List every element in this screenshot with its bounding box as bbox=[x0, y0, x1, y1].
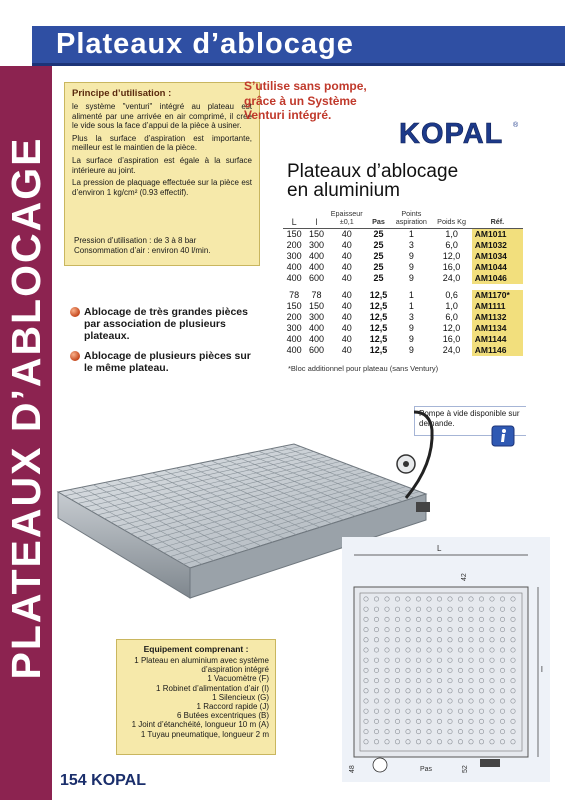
cell-L: 300 bbox=[286, 323, 302, 333]
cell-L: 200 bbox=[286, 312, 302, 322]
cell-L: 150 bbox=[286, 301, 302, 311]
equipment-item: 1 Silencieux (G) bbox=[212, 692, 269, 702]
table-row bbox=[283, 323, 523, 334]
bullet-dot-icon bbox=[70, 307, 80, 317]
cell-l: 400 bbox=[309, 262, 325, 272]
cell-pas: 12,5 bbox=[369, 301, 388, 311]
pressure-text: Pression d’utilisation : de 3 à 8 bar bbox=[74, 236, 197, 245]
bullet-text: Ablocage de très grandes pièces par association de plusieurs plateaux. bbox=[84, 306, 248, 342]
cell-thickness: 40 bbox=[341, 323, 352, 333]
cell-l: 78 bbox=[311, 290, 322, 300]
cell-ref: AM1044 bbox=[472, 262, 523, 273]
equipment-item: 1 Raccord rapide (J) bbox=[196, 702, 269, 712]
cell-weight: 12,0 bbox=[442, 251, 461, 261]
cell-thickness: 40 bbox=[341, 301, 352, 311]
table-row bbox=[283, 290, 523, 301]
cell-ref: AM1034 bbox=[472, 251, 523, 262]
cell-l: 600 bbox=[309, 273, 325, 283]
drawing-dim-48: 48 bbox=[349, 765, 356, 773]
table-row bbox=[283, 301, 523, 312]
cell-thickness: 40 bbox=[341, 312, 352, 322]
table-footnote: *Bloc additionnel pour plateau (sans Ventury) bbox=[288, 364, 439, 373]
cell-points: 3 bbox=[408, 240, 414, 250]
equipment-item: 1 Joint d’étanchéité, longueur 10 m (A) bbox=[131, 720, 269, 730]
cell-ref: AM1011 bbox=[472, 229, 523, 241]
cell-ref: AM1170* bbox=[472, 290, 523, 301]
header-pas: Pas bbox=[372, 217, 385, 226]
cell-ref: AM1146 bbox=[472, 345, 523, 356]
equipment-item: 1 Plateau en aluminium avec système d’aspiration intégré bbox=[134, 656, 269, 675]
bullet-item bbox=[84, 350, 259, 374]
cell-pas: 25 bbox=[373, 240, 384, 250]
cell-thickness: 40 bbox=[341, 290, 352, 300]
cell-weight: 16,0 bbox=[442, 334, 461, 344]
equipment-box bbox=[116, 639, 276, 755]
principle-title: Principe d’utilisation : bbox=[72, 88, 172, 99]
table-header-row bbox=[283, 210, 523, 229]
cell-points: 9 bbox=[408, 251, 414, 261]
cell-l: 400 bbox=[309, 334, 325, 344]
equipment-item: 1 Tuyau pneumatique, longueur 2 m bbox=[140, 729, 269, 739]
cell-weight: 6,0 bbox=[445, 312, 458, 322]
cell-L: 400 bbox=[286, 262, 302, 272]
cell-thickness: 40 bbox=[341, 240, 352, 250]
table-body bbox=[283, 229, 523, 357]
info-icon bbox=[491, 425, 515, 447]
cell-l: 150 bbox=[305, 229, 327, 241]
drawing-dim-52: 52 bbox=[462, 765, 469, 773]
product-title-line: en aluminium bbox=[287, 180, 400, 201]
cell-l: 400 bbox=[309, 251, 325, 261]
cell-pas: 25 bbox=[373, 251, 384, 261]
table-row bbox=[283, 312, 523, 323]
page-title: Plateaux d’ablocage bbox=[56, 28, 354, 60]
cell-L: 300 bbox=[286, 251, 302, 261]
cell-L: 400 bbox=[286, 345, 302, 355]
usage-specs bbox=[74, 236, 254, 264]
cell-L: 400 bbox=[286, 273, 302, 283]
slogan bbox=[244, 79, 367, 123]
drawing-label-L: L bbox=[437, 544, 442, 553]
header-L: L bbox=[291, 217, 297, 227]
consumption-text: Consommation d’air : environ 40 l/min. bbox=[74, 246, 211, 255]
cell-points: 1 bbox=[391, 229, 431, 241]
cell-points: 9 bbox=[408, 262, 414, 272]
principle-paragraph: La pression de plaquage effectuée sur la pièce est d’environ 1 kg/cm² (0.93 effectif). bbox=[72, 178, 252, 197]
cell-l: 150 bbox=[309, 301, 325, 311]
table-row bbox=[283, 273, 523, 284]
cell-pas: 12,5 bbox=[369, 312, 388, 322]
drawing-label-l: l bbox=[541, 665, 543, 674]
equipment-item: 6 Butées excentriques (B) bbox=[176, 711, 269, 721]
cell-thickness: 40 bbox=[341, 251, 352, 261]
cell-points: 3 bbox=[408, 312, 414, 322]
table-row bbox=[283, 334, 523, 345]
cell-pas: 12,5 bbox=[369, 290, 388, 300]
page-footer bbox=[60, 772, 146, 790]
cell-weight: 24,0 bbox=[442, 273, 461, 283]
bullet-text: Ablocage de plusieurs pièces sur le même plateau. bbox=[84, 350, 251, 374]
slogan-line: Venturi intégré. bbox=[244, 108, 332, 122]
cell-ref: AM1046 bbox=[472, 273, 523, 284]
cell-weight: 16,0 bbox=[442, 262, 461, 272]
principle-paragraph: La surface d’aspiration est égale à la surface intérieure au joint. bbox=[72, 155, 252, 175]
header-thickness: Epaisseur ±0,1 bbox=[330, 209, 363, 226]
cell-weight: 12,0 bbox=[442, 323, 461, 333]
equipment-item: 1 Vacuomètre (F) bbox=[207, 674, 269, 684]
cell-thickness: 40 bbox=[341, 345, 352, 355]
cell-pas: 25 bbox=[373, 262, 384, 272]
cell-pas: 12,5 bbox=[369, 334, 388, 344]
cell-ref: AM1134 bbox=[472, 323, 523, 334]
side-title: PLATEAUX D’ABLOCAGE bbox=[3, 136, 49, 680]
cell-thickness: 40 bbox=[341, 334, 352, 344]
spec-table bbox=[283, 210, 523, 356]
header-points: Points aspiration bbox=[395, 209, 427, 226]
cell-ref: AM1144 bbox=[472, 334, 523, 345]
principle-paragraph: Plus la surface d’aspiration est importante, meilleur est le maintien de la pièce. bbox=[72, 133, 252, 153]
product-title-line: Plateaux d’ablocage bbox=[287, 161, 459, 182]
cell-points: 9 bbox=[408, 334, 414, 344]
cell-l: 400 bbox=[309, 323, 325, 333]
cell-points: 1 bbox=[408, 290, 414, 300]
header-weight: Poids Kg bbox=[437, 217, 466, 226]
technical-drawing bbox=[342, 537, 550, 782]
cell-ref: AM1032 bbox=[472, 240, 523, 251]
table-row bbox=[283, 240, 523, 251]
footer-brand: KOPAL bbox=[91, 772, 146, 789]
cell-weight: 24,0 bbox=[442, 345, 461, 355]
cell-pas: 12,5 bbox=[369, 323, 388, 333]
cell-points: 9 bbox=[408, 345, 414, 355]
cell-l: 600 bbox=[309, 345, 325, 355]
cell-weight: 1,0 bbox=[445, 301, 458, 311]
cell-pas: 25 bbox=[373, 273, 384, 283]
table-row bbox=[283, 229, 523, 241]
cell-thickness: 40 bbox=[328, 229, 366, 241]
cell-l: 300 bbox=[309, 240, 325, 250]
cell-L: 78 bbox=[289, 290, 300, 300]
table-row bbox=[283, 262, 523, 273]
cell-pas: 25 bbox=[366, 229, 392, 241]
equipment-item: 1 Robinet d’alimentation d’air (I) bbox=[156, 683, 269, 693]
bullet-item bbox=[84, 306, 259, 342]
kopal-logo bbox=[397, 116, 521, 148]
header-l: l bbox=[315, 217, 318, 227]
slogan-line: grâce à un Système bbox=[244, 93, 357, 108]
product-title bbox=[287, 162, 458, 200]
slogan-line: S’utilise sans pompe, bbox=[244, 79, 367, 93]
cell-ref: AM1111 bbox=[472, 301, 523, 312]
drawing-dim-42: 42 bbox=[461, 573, 468, 581]
cell-L: 200 bbox=[286, 240, 302, 250]
cell-L: 150 bbox=[283, 229, 305, 241]
cell-l: 300 bbox=[309, 312, 325, 322]
page-number: 154 bbox=[60, 772, 87, 789]
bullet-dot-icon bbox=[70, 351, 80, 361]
principle-paragraph: le système "venturi" intégré au plateau est alimenté par une arrivée en air comprimé, il crée le vide sous la face d’appui de la pièce à usiner. bbox=[72, 102, 252, 131]
cell-points: 1 bbox=[408, 301, 414, 311]
table-row bbox=[283, 251, 523, 262]
cell-pas: 12,5 bbox=[369, 345, 388, 355]
header-ref: Réf. bbox=[490, 217, 505, 226]
kopal-logo-text: KOPAL bbox=[399, 118, 504, 148]
cell-points: 9 bbox=[408, 273, 414, 283]
cell-L: 400 bbox=[286, 334, 302, 344]
pump-note: Pompe à vide disponible sur demande. bbox=[414, 406, 526, 436]
registered-mark: ® bbox=[513, 122, 519, 129]
cell-thickness: 40 bbox=[341, 262, 352, 272]
cell-thickness: 40 bbox=[341, 273, 352, 283]
cell-weight: 6,0 bbox=[445, 240, 458, 250]
cell-points: 9 bbox=[408, 323, 414, 333]
cell-ref: AM1132 bbox=[472, 312, 523, 323]
table-row bbox=[283, 345, 523, 356]
cell-weight: 1,0 bbox=[431, 229, 471, 241]
equipment-title: Equipement comprenant : bbox=[143, 644, 249, 654]
drawing-label-pas: Pas bbox=[420, 766, 433, 773]
cell-weight: 0,6 bbox=[445, 290, 458, 300]
